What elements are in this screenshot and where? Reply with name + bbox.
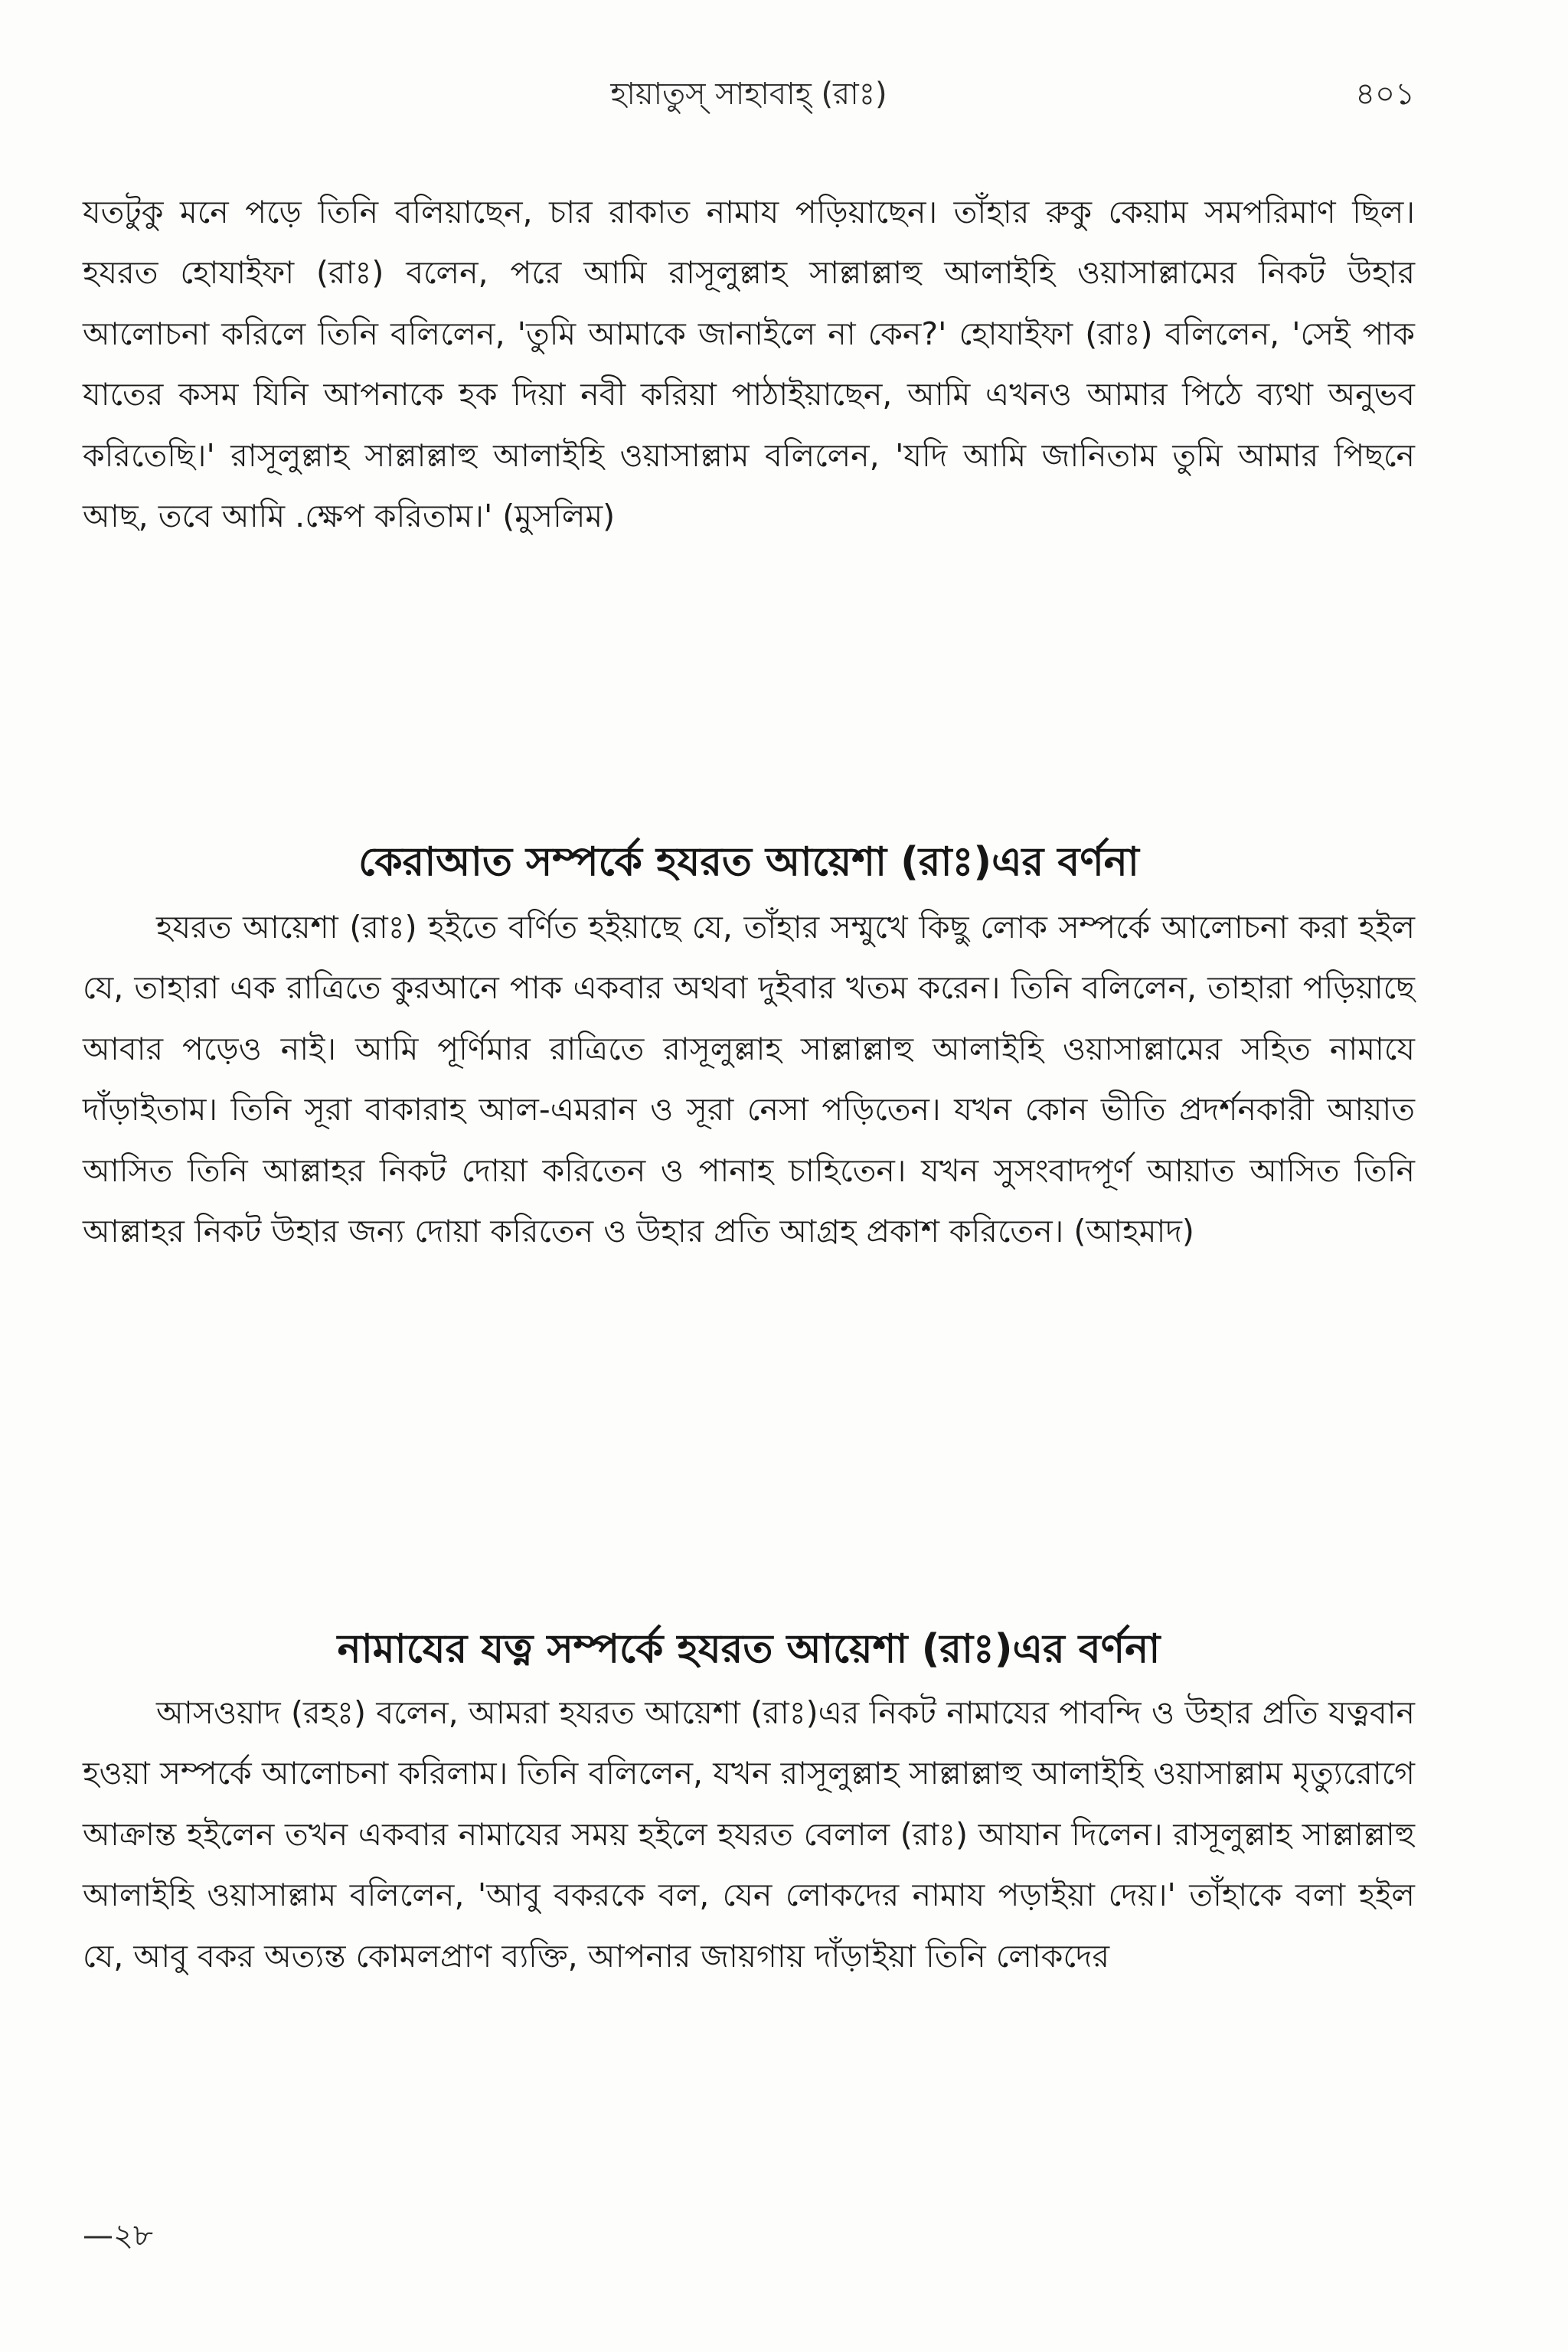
running-header xyxy=(83,67,1415,121)
page-number: ৪০১ xyxy=(1355,77,1415,112)
printer-signature-mark: —২৮ xyxy=(83,2218,153,2253)
running-title: হায়াতুস্ সাহাবাহ্ (রাঃ) xyxy=(610,77,887,112)
section-heading-qiraat: কেরাআত সম্পর্কে হযরত আয়েশা (রাঃ)এর বর্ণনা xyxy=(358,839,1139,885)
paragraph-qiraat: হযরত আয়েশা (রাঃ) হইতে বর্ণিত হইয়াছে যে, তাঁহার সম্মুখে কিছু লোক সম্পর্কে আলোচনা করা হইল যে, তাহারা এক রাত্রিতে কুরআনে পাক একবার অথবা দুইবার খতম করেন। তিনি বলিলেন, তাহারা পড়িয়াছে আবার পড়েও নাই। আমি পূর্ণিমার রাত্রিতে রাসূলুল্লাহ সাল্লাল্লাহু আলাইহি ওয়াসাল্লামের সহিত নামাযে দাঁড়াইতাম। তিনি সূরা বাকারাহ আল-এমরান ও সূরা নেসা পড়িতেন। যখন কোন ভীতি প্রদর্শনকারী আয়াত আসিত তিনি আল্লাহর নিকট দোয়া করিতেন ও পানাহ চাহিতেন। যখন সুসংবাদপূর্ণ আয়াত আসিত তিনি আল্লাহর নিকট উহার জন্য দোয়া করিতেন ও উহার প্রতি আগ্রহ প্রকাশ করিতেন। (আহমাদ) xyxy=(83,909,1415,1250)
paragraph-continuation: যতটুকু মনে পড়ে তিনি বলিয়াছেন, চার রাকাত নামায পড়িয়াছেন। তাঁহার রুকু কেয়াম সমপরিমাণ ছিল। হযরত হোযাইফা (রাঃ) বলেন, পরে আমি রাসূলুল্লাহ সাল্লাল্লাহু আলাইহি ওয়াসাল্লামের নিকট উহার আলোচনা করিলে তিনি বলিলেন, 'তুমি আমাকে জানাইলে না কেন?' হোযাইফা (রাঃ) বলিলেন, 'সেই পাক যাতের কসম যিনি আপনাকে হক দিয়া নবী করিয়া পাঠাইয়াছেন, আমি এখনও আমার পিঠে ব্যথা অনুভব করিতেছি।' রাসূলুল্লাহ সাল্লাল্লাহু আলাইহি ওয়াসাল্লাম বলিলেন, 'যদি আমি জানিতাম তুমি আমার পিছনে আছ, তবে আমি .ক্ষেপ করিতাম।' (মুসলিম) xyxy=(83,194,1415,535)
paragraph-namaz-care: আসওয়াদ (রহঃ) বলেন, আমরা হযরত আয়েশা (রাঃ)এর নিকট নামাযের পাবন্দি ও উহার প্রতি যত্নবান হওয়া সম্পর্কে আলোচনা করিলাম। তিনি বলিলেন, যখন রাসূলুল্লাহ সাল্লাল্লাহু আলাইহি ওয়াসাল্লাম মৃত্যুরোগে আক্রান্ত হইলেন তখন একবার নামাযের সময় হইলে হযরত বেলাল (রাঃ) আযান দিলেন। রাসূলুল্লাহ সাল্লাল্লাহু আলাইহি ওয়াসাল্লাম বলিলেন, 'আবু বকরকে বল, যেন লোকদের নামায পড়াইয়া দেয়।' তাঁহাকে বলা হইল যে, আবু বকর অত্যন্ত কোমলপ্রাণ ব্যক্তি, আপনার জায়গায় দাঁড়াইয়া তিনি লোকদের xyxy=(83,1694,1415,1975)
section-heading-namaz-care: নামাযের যত্ন সম্পর্কে হযরত আয়েশা (রাঃ)এর বর্ণনা xyxy=(337,1626,1161,1672)
